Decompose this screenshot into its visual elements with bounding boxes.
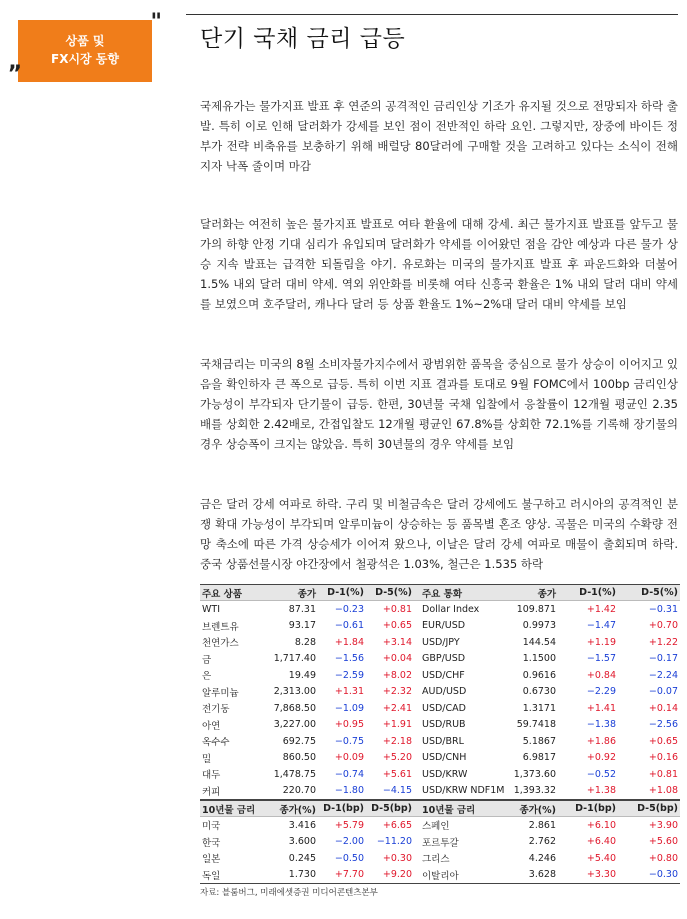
table-cell: +0.04 — [382, 653, 412, 665]
table-header-cell: 10년물 금리 — [202, 804, 256, 816]
table-cell: 3.600 — [288, 836, 316, 848]
table-cell: 커피 — [202, 786, 221, 798]
paragraph-metals: 금은 달러 강세 여파로 하락. 구리 및 비철금속은 달러 강세에도 불구하고 러시아의 공격적인 분쟁 확대 가능성이 부각되며 알루미늄이 상승하는 등 품목별 혼조 양상. 곡물은 미국의 수확량 전망 축소에 따른 가격 상승세가 이어져 왔으나, 이날은 달러 강세 여파로 매물이 출회되며 하락. 중국 상품선물시장 야간장에서 철광석은 1.03%, 철근은 1.535 하락 — [200, 497, 678, 571]
table-row — [200, 634, 680, 651]
table-cell: 1,393.32 — [513, 785, 556, 797]
table-header-cell: 10년물 금리 — [422, 804, 476, 816]
table-header-cell: D-1(bp) — [323, 803, 364, 814]
table-header-cell: D-1(bp) — [575, 803, 616, 814]
table-cell: −0.17 — [648, 653, 678, 665]
table-header-cell: D-5(bp) — [371, 803, 412, 814]
table-row — [200, 750, 680, 767]
table-cell: 3.416 — [288, 819, 316, 831]
table-cell: 1,717.40 — [273, 653, 316, 665]
table-cell: −1.56 — [334, 653, 364, 665]
table-cell: 1,373.60 — [513, 768, 556, 780]
badge-line-1: 상품 및 — [65, 34, 105, 48]
table-cell: +1.38 — [586, 785, 616, 797]
table-cell: +3.30 — [586, 869, 616, 881]
table-cell: USD/CAD — [422, 702, 466, 714]
table-cell: 아연 — [202, 720, 221, 732]
table-cell: 3,227.00 — [273, 719, 316, 731]
table-cell: −1.57 — [586, 653, 616, 665]
table-header-cell: 주요 상품 — [202, 588, 243, 600]
table-row — [200, 618, 680, 635]
table-header-cell: D-5(%) — [641, 587, 678, 598]
table-cell: +0.81 — [382, 603, 412, 615]
table-cell: +1.91 — [382, 719, 412, 731]
table-cell: +0.65 — [648, 735, 678, 747]
table-cell: 전기동 — [202, 704, 230, 716]
table-cell: 금 — [202, 654, 212, 666]
table-cell: −2.59 — [334, 669, 364, 681]
table-cell: −2.00 — [334, 836, 364, 848]
table-cell: 0.6730 — [522, 686, 556, 698]
table-cell: −2.24 — [648, 669, 678, 681]
table-row — [200, 651, 680, 668]
table-row — [200, 667, 680, 684]
table-header-cell: 종가 — [537, 588, 556, 600]
table-row — [200, 850, 680, 867]
table-header-cell: D-1(%) — [327, 587, 364, 598]
table-cell: −0.74 — [334, 768, 364, 780]
table-cell: Dollar Index — [422, 603, 480, 615]
table-row — [200, 601, 680, 618]
table-cell: +3.90 — [648, 819, 678, 831]
table-cell: 2.762 — [528, 836, 556, 848]
table-cell: +0.95 — [334, 719, 364, 731]
table-cell: USD/BRL — [422, 735, 464, 747]
table-cell: 3.628 — [528, 869, 556, 881]
table-header-cell: 주요 통화 — [422, 588, 463, 600]
section-badge — [8, 10, 162, 82]
table-cell: +6.65 — [382, 819, 412, 831]
table-cell: +0.14 — [648, 702, 678, 714]
table-cell: +1.42 — [586, 603, 616, 615]
table-cell: 2,313.00 — [273, 686, 316, 698]
table-row — [200, 717, 680, 734]
table-cell: +0.09 — [334, 752, 364, 764]
table-cell: 한국 — [202, 837, 221, 849]
table-cell: +0.80 — [648, 852, 678, 864]
table-cell: 220.70 — [282, 785, 316, 797]
table-cell: 692.75 — [282, 735, 316, 747]
table-cell: USD/CHF — [422, 669, 465, 681]
table-cell: +9.20 — [382, 869, 412, 881]
table-cell: −1.38 — [586, 719, 616, 731]
table-cell: 5.1867 — [522, 735, 556, 747]
table-cell: 7,868.50 — [273, 702, 316, 714]
table-cell: 2.861 — [528, 819, 556, 831]
table-cell: −0.07 — [648, 686, 678, 698]
table-cell: +1.84 — [334, 636, 364, 648]
table-cell: 대두 — [202, 770, 221, 782]
table-row — [200, 783, 680, 801]
top-divider — [186, 14, 678, 15]
quote-open-mark: „ — [8, 50, 23, 75]
table-cell: −0.61 — [334, 620, 364, 632]
table-cell: +0.65 — [382, 620, 412, 632]
table-cell: +2.32 — [382, 686, 412, 698]
table-header-cell: 종가(%) — [519, 804, 556, 816]
table-cell: 그리스 — [422, 854, 450, 866]
table-cell: 0.9973 — [522, 620, 556, 632]
table-cell: +5.60 — [648, 836, 678, 848]
table-cell: −0.52 — [586, 768, 616, 780]
table-cell: 87.31 — [288, 603, 316, 615]
table-cell: +3.14 — [382, 636, 412, 648]
table-cell: USD/JPY — [422, 636, 460, 648]
table-row — [200, 733, 680, 750]
table-cell: EUR/USD — [422, 620, 466, 632]
table-cell: 59.7418 — [516, 719, 556, 731]
table-row — [200, 817, 680, 834]
table-cell: 0.245 — [288, 852, 316, 864]
table-cell: 스페인 — [422, 821, 450, 833]
table-cell: 4.246 — [528, 852, 556, 864]
table-header-cell: D-5(bp) — [637, 803, 678, 814]
table-cell: −1.80 — [334, 785, 364, 797]
table-cell: +1.86 — [586, 735, 616, 747]
table-cell: −1.09 — [334, 702, 364, 714]
table-header-row — [200, 800, 680, 817]
table-cell: +5.61 — [382, 768, 412, 780]
table-header-row — [200, 584, 680, 601]
table-cell: −4.15 — [382, 785, 412, 797]
table-cell: 6.9817 — [522, 752, 556, 764]
table-cell: USD/KRW — [422, 768, 468, 780]
table-cell: −1.47 — [586, 620, 616, 632]
table-cell: 독일 — [202, 870, 221, 882]
table-cell: GBP/USD — [422, 653, 466, 665]
table-cell: 1.1500 — [522, 653, 556, 665]
table-cell: 860.50 — [282, 752, 316, 764]
table-cell: 천연가스 — [202, 638, 239, 650]
table-cell: 19.49 — [288, 669, 316, 681]
table-cell: +0.16 — [648, 752, 678, 764]
paragraph-treasury: 국채금리는 미국의 8월 소비자물가지수에서 광범위한 품목을 중심으로 물가 상승이 이어지고 있음을 확인하자 큰 폭으로 급등. 특히 이번 지표 결과를 토대로 9월 FOMC에서 100bp 금리인상 가능성이 부각되자 단기물이 급등. 한편, 30년물 국채 입찰에서 응찰률이 12개월 평균인 2.35배를 상회한 2.42배로, 간접입찰도 12개월 평균인 67.8%를 상회한 72.1%를 기록해 장기물의 경우 상승폭이 크지는 않았음. 특히 30년물의 경우 약세를 보임 — [200, 357, 678, 451]
table-cell: 이탈리아 — [422, 870, 459, 882]
table-cell: −0.31 — [648, 603, 678, 615]
table-cell: 미국 — [202, 821, 221, 833]
table-cell: 일본 — [202, 854, 221, 866]
table-cell: 1,478.75 — [273, 768, 316, 780]
page-title: 단기 국채 금리 급등 — [200, 26, 406, 52]
table-cell: 브렌트유 — [202, 621, 239, 633]
table-cell: 1.730 — [288, 869, 316, 881]
source-note: 자료: 블룸버그, 미래에셋증권 미디어콘텐츠본부 — [200, 888, 378, 898]
table-cell: USD/CNH — [422, 752, 467, 764]
table-cell: +5.20 — [382, 752, 412, 764]
table-cell: 은 — [202, 671, 212, 683]
table-row — [200, 867, 680, 885]
quote-close-mark: " — [150, 10, 162, 35]
table-cell: +5.40 — [586, 852, 616, 864]
table-cell: +6.10 — [586, 819, 616, 831]
table-cell: +0.84 — [586, 669, 616, 681]
table-header-cell: D-5(%) — [375, 587, 412, 598]
table-cell: 109.871 — [516, 603, 556, 615]
table-cell: 밀 — [202, 753, 212, 765]
table-cell: 93.17 — [288, 620, 316, 632]
table-row — [200, 684, 680, 701]
table-row — [200, 834, 680, 851]
table-cell: 8.28 — [294, 636, 316, 648]
table-cell: +0.81 — [648, 768, 678, 780]
paragraph-dollar: 달러화는 여전히 높은 물가지표 발표로 여타 환율에 대해 강세. 최근 물가지표 발표를 앞두고 물가의 하향 안정 기대 심리가 유입되며 달러화가 약세를 이어왔던 점을 감안 예상과 다른 물가 상승 지속 발표는 급격한 되돌림을 야기. 유로화는 미국의 물가지표 발표 후 파운드화와 더불어 1.5% 내외 달러 대비 약세. 역외 위안화를 비롯해 여타 신흥국 환율은 1% 내외 달러 대비 약세를 보였으며 호주달러, 캐나다 달러 등 상품 환율도 1%~2%대 달러 대비 약세를 보임 — [200, 217, 678, 311]
table-cell: −2.56 — [648, 719, 678, 731]
table-cell: −0.30 — [648, 869, 678, 881]
table-cell: +0.92 — [586, 752, 616, 764]
table-cell: −0.50 — [334, 852, 364, 864]
table-header-cell: 종가(%) — [279, 804, 316, 816]
table-cell: −0.23 — [334, 603, 364, 615]
table-cell: +0.70 — [648, 620, 678, 632]
table-cell: 알루미늄 — [202, 687, 239, 699]
table-row — [200, 700, 680, 717]
table-cell: −0.75 — [334, 735, 364, 747]
paragraph-oil: 국제유가는 물가지표 발표 후 연준의 공격적인 금리인상 기조가 유지될 것으로 전망되자 하락 출발. 특히 이로 인해 달러화가 강세를 보인 점이 전반적인 하락 요인. 그렇지만, 장중에 바이든 정부가 전략 비축유를 보충하기 위해 배럴당 80달러에 구매할 것을 고려하고 있다는 소식이 전해지자 낙폭 줄이며 마감 — [200, 99, 678, 173]
table-cell: +1.31 — [334, 686, 364, 698]
table-cell: +1.08 — [648, 785, 678, 797]
table-cell: USD/KRW NDF1M — [422, 785, 505, 797]
table-cell: +7.70 — [334, 869, 364, 881]
table-cell: 1.3171 — [522, 702, 556, 714]
table-cell: +8.02 — [382, 669, 412, 681]
table-cell: +0.30 — [382, 852, 412, 864]
table-cell: +1.22 — [648, 636, 678, 648]
table-cell: USD/RUB — [422, 719, 466, 731]
table-cell: +5.79 — [334, 819, 364, 831]
table-cell: 144.54 — [522, 636, 556, 648]
table-cell: 옥수수 — [202, 737, 230, 749]
table-header-cell: 종가 — [297, 588, 316, 600]
table-cell: WTI — [202, 603, 220, 615]
table-header-cell: D-1(%) — [579, 587, 616, 598]
table-cell: 0.9616 — [522, 669, 556, 681]
table-cell: +2.41 — [382, 702, 412, 714]
badge-line-2: FX시장 동향 — [51, 52, 119, 66]
table-cell: 포르투갈 — [422, 837, 459, 849]
table-cell: AUD/USD — [422, 686, 467, 698]
table-cell: −2.29 — [586, 686, 616, 698]
table-cell: +1.41 — [586, 702, 616, 714]
table-cell: +2.18 — [382, 735, 412, 747]
table-cell: −11.20 — [376, 836, 412, 848]
table-cell: +1.19 — [586, 636, 616, 648]
table-cell: +6.40 — [586, 836, 616, 848]
market-table — [200, 584, 680, 884]
table-row — [200, 766, 680, 783]
